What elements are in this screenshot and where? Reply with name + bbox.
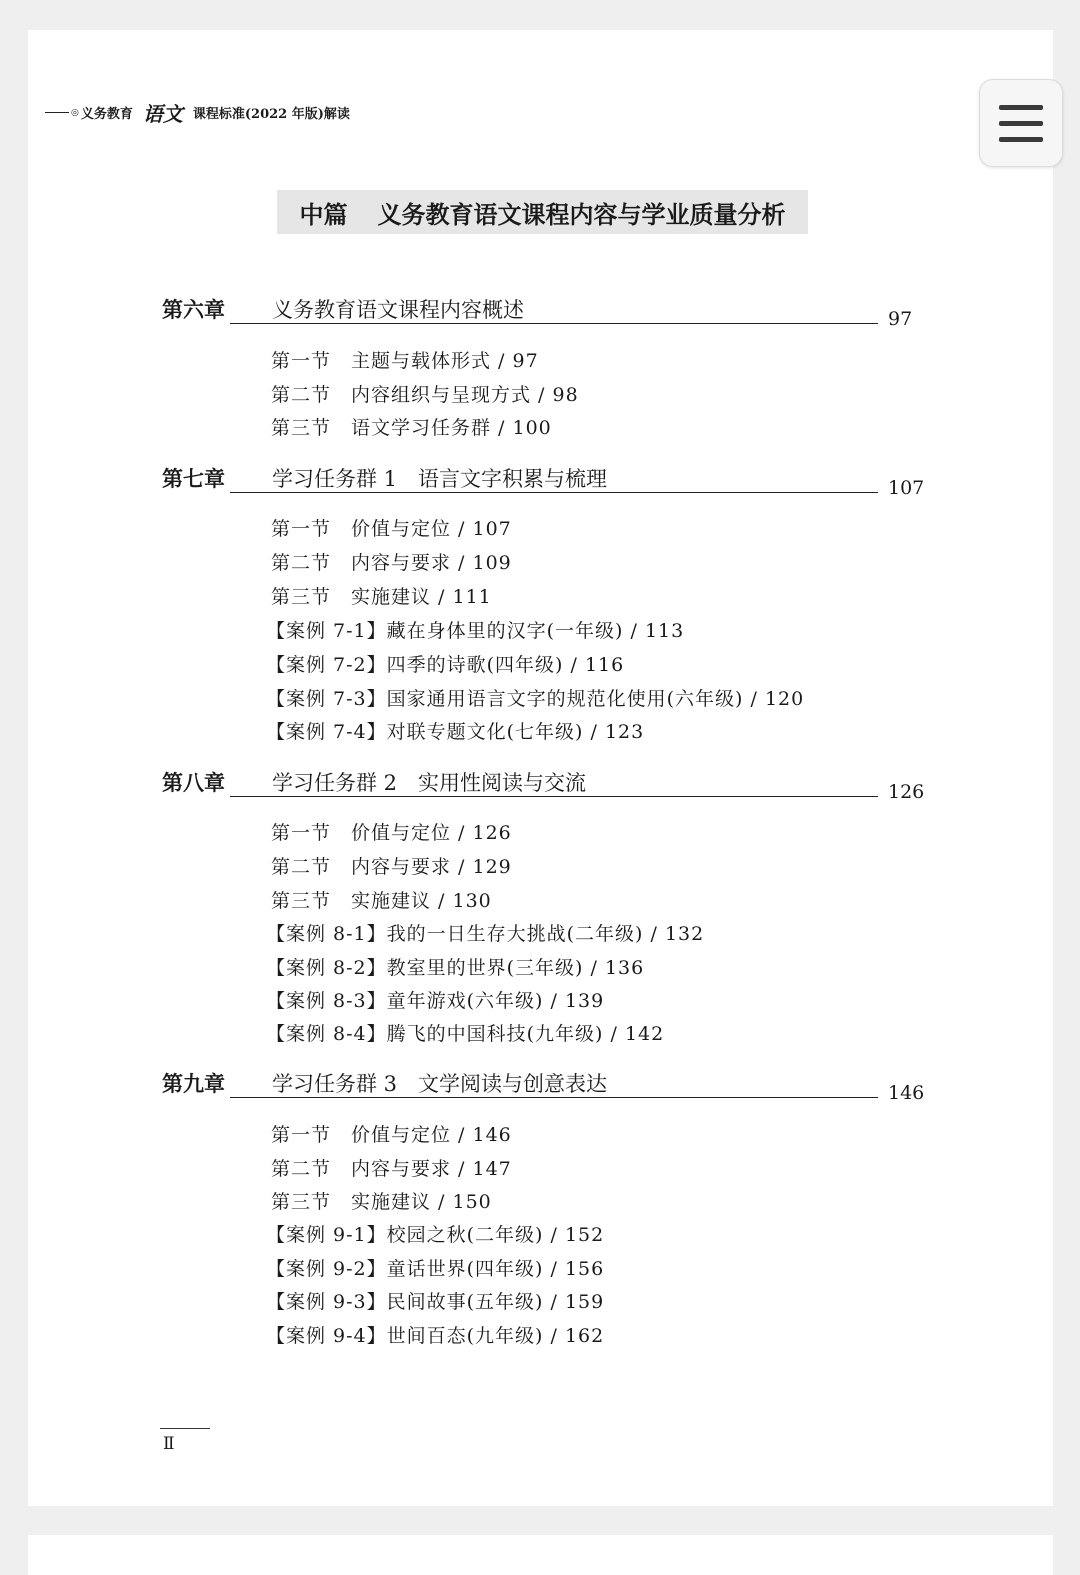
- chapter-rule: [230, 323, 878, 324]
- chapter-page: 126: [888, 781, 925, 803]
- chapter-7[interactable]: [162, 463, 925, 503]
- toc-entry[interactable]: 第二节 内容组织与呈现方式 / 98: [271, 384, 579, 406]
- toc-case-entry[interactable]: 【案例 7-4】对联专题文化(七年级) / 123: [266, 721, 645, 743]
- chapter-page: 97: [888, 308, 913, 330]
- chapter-6[interactable]: [162, 294, 922, 334]
- hamburger-menu-icon: [999, 137, 1043, 142]
- toc-case-entry[interactable]: 【案例 9-2】童话世界(四年级) / 156: [266, 1258, 605, 1280]
- chapter-page: 146: [888, 1082, 925, 1104]
- chapter-title: 学习任务群 1 语言文字积累与梳理: [272, 467, 608, 491]
- hamburger-menu-icon: [999, 105, 1043, 110]
- toc-case-entry[interactable]: 【案例 8-3】童年游戏(六年级) / 139: [266, 990, 605, 1012]
- part-label: 中篇: [299, 199, 348, 229]
- toc-entry[interactable]: 第三节 实施建议 / 111: [271, 586, 492, 608]
- toc-entry[interactable]: 第二节 内容与要求 / 109: [271, 552, 512, 574]
- menu-button[interactable]: [979, 79, 1063, 167]
- chapter-9[interactable]: [162, 1068, 925, 1108]
- toc-entry[interactable]: 第一节 价值与定位 / 107: [271, 518, 512, 540]
- toc-case-entry[interactable]: 【案例 7-1】藏在身体里的汉字(一年级) / 113: [266, 620, 685, 642]
- toc-case-entry[interactable]: 【案例 9-3】民间故事(五年级) / 159: [266, 1291, 605, 1313]
- part-title-text: 义务教育语文课程内容与学业质量分析: [377, 199, 786, 229]
- toc-entry[interactable]: 第二节 内容与要求 / 147: [271, 1158, 512, 1180]
- chapter-page: 107: [888, 477, 925, 499]
- chapter-number: 第七章: [162, 466, 225, 491]
- toc-entry[interactable]: 第一节 主题与载体形式 / 97: [271, 350, 539, 372]
- toc-case-entry[interactable]: 【案例 8-1】我的一日生存大挑战(二年级) / 132: [266, 923, 705, 945]
- toc-case-entry[interactable]: 【案例 8-2】教室里的世界(三年级) / 136: [266, 957, 645, 979]
- running-header: [45, 98, 350, 127]
- chapter-number: 第六章: [162, 297, 225, 322]
- toc-case-entry[interactable]: 【案例 8-4】腾飞的中国科技(九年级) / 142: [266, 1023, 665, 1045]
- chapter-rule: [230, 796, 878, 797]
- toc-case-entry[interactable]: 【案例 7-3】国家通用语言文字的规范化使用(六年级) / 120: [266, 688, 805, 710]
- chapter-rule: [230, 1097, 878, 1098]
- chapter-title: 学习任务群 2 实用性阅读与交流: [272, 771, 587, 795]
- toc-case-entry[interactable]: 【案例 7-2】四季的诗歌(四年级) / 116: [266, 654, 625, 676]
- chapter-rule: [230, 492, 878, 493]
- toc-entry[interactable]: 第三节 语文学习任务群 / 100: [271, 417, 552, 439]
- header-suffix: 课程标准(2022 年版)解读: [192, 107, 350, 122]
- chapter-title: 义务教育语文课程内容概述: [272, 298, 524, 322]
- toc-entry[interactable]: 第一节 价值与定位 / 126: [271, 822, 512, 844]
- footer-rule: [160, 1428, 210, 1429]
- toc-entry[interactable]: 第三节 实施建议 / 150: [271, 1191, 492, 1213]
- header-prefix: 义务教育: [80, 107, 133, 122]
- toc-entry[interactable]: 第三节 实施建议 / 130: [271, 890, 492, 912]
- header-circle-icon: ◎: [71, 107, 79, 118]
- part-title: [277, 190, 808, 234]
- next-page-edge: [28, 1535, 1053, 1575]
- header-dash: [45, 112, 69, 113]
- chapter-title: 学习任务群 3 文学阅读与创意表达: [272, 1072, 608, 1096]
- chapter-8[interactable]: [162, 767, 925, 807]
- header-subject: 语文: [142, 102, 183, 126]
- toc-entry[interactable]: 第一节 价值与定位 / 146: [271, 1124, 512, 1146]
- hamburger-menu-icon: [999, 121, 1043, 126]
- chapter-number: 第八章: [162, 770, 225, 795]
- chapter-number: 第九章: [162, 1071, 225, 1096]
- toc-case-entry[interactable]: 【案例 9-4】世间百态(九年级) / 162: [266, 1325, 605, 1347]
- toc-case-entry[interactable]: 【案例 9-1】校园之秋(二年级) / 152: [266, 1224, 605, 1246]
- page-folio: Ⅱ: [163, 1434, 175, 1454]
- toc-entry[interactable]: 第二节 内容与要求 / 129: [271, 856, 512, 878]
